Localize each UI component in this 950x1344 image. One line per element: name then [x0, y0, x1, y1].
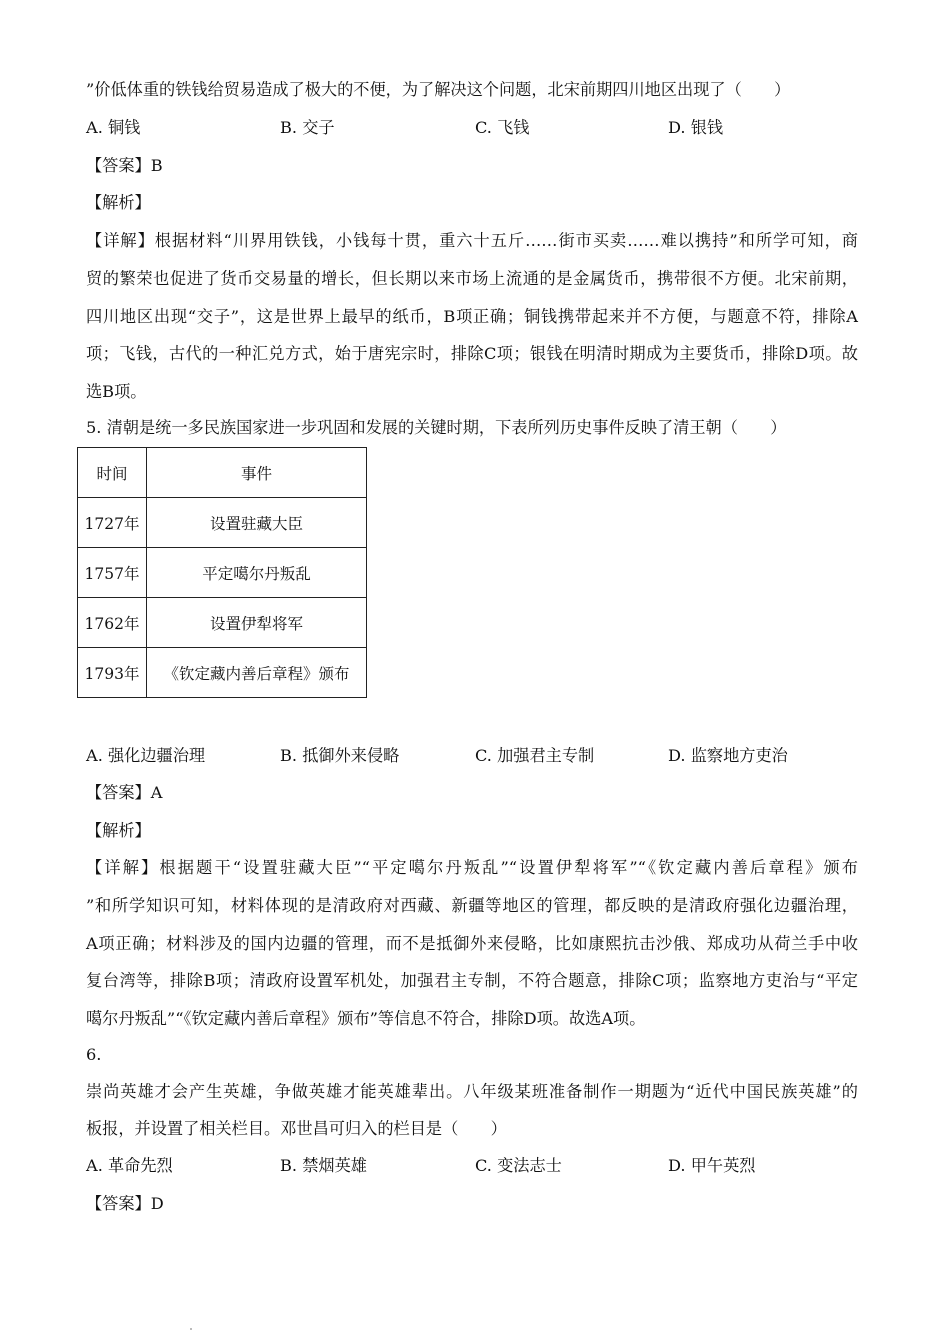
table-header-event: 事件 [147, 448, 367, 498]
table-row [78, 598, 367, 648]
q5-stem: 5. 清朝是统一多民族国家进一步巩固和发展的关键时期，下表所列历史事件反映了清王朝（ ） [86, 418, 787, 437]
table-cell-year: 1757年 [78, 548, 147, 598]
q4-stem-tail: ”价低体重的铁钱给贸易造成了极大的不便，为了解决这个问题，北宋前期四川地区出现了（ ） [86, 80, 791, 99]
q4-option-b: B. 交子 [280, 118, 335, 137]
q6-answer: 【答案】D [86, 1194, 164, 1213]
q5-detail-line: A项正确；材料涉及的国内边疆的管理，而不是抵御外来侵略，比如康熙抗击沙俄、郑成功从荷兰手中收 [86, 934, 858, 953]
table-cell-year: 1762年 [78, 598, 147, 648]
q5-detail-line: ”和所学知识可知，材料体现的是清政府对西藏、新疆等地区的管理，都反映的是清政府强化边疆治理， [86, 896, 858, 915]
q5-detail-line: 【详解】根据题干“设置驻藏大臣”“平定噶尔丹叛乱”“设置伊犁将军”“《钦定藏内善后章程》颁布 [86, 858, 858, 877]
q6-option-c: C. 变法志士 [475, 1156, 562, 1175]
q6-option-a: A. 革命先烈 [86, 1156, 173, 1175]
q6-stem-line: 崇尚英雄才会产生英雄，争做英雄才能英雄辈出。八年级某班准备制作一期题为“近代中国民族英雄”的 [86, 1082, 858, 1101]
q6-stem-line: 板报，并设置了相关栏目。邓世昌可归入的栏目是（ ） [86, 1119, 507, 1138]
q5-detail-line: 复台湾等，排除B项；清政府设置军机处，加强君主专制，不符合题意，排除C项；监察地方吏治与“平定 [86, 971, 858, 990]
q4-detail-line: 选B项。 [86, 382, 147, 401]
q5-detail-line: 噶尔丹叛乱”“《钦定藏内善后章程》颁布”等信息不符合，排除D项。故选A项。 [86, 1009, 646, 1028]
q4-analysis-label: 【解析】 [86, 193, 151, 212]
q6-option-b: B. 禁烟英雄 [280, 1156, 367, 1175]
q5-answer: 【答案】A [86, 783, 163, 802]
table-row [78, 648, 367, 698]
table-header-time: 时间 [78, 448, 147, 498]
table-cell-event: 设置驻藏大臣 [147, 498, 367, 548]
q4-detail-line: 贸的繁荣也促进了货币交易量的增长，但长期以来市场上流通的是金属货币，携带很不方便。北宋前期， [86, 269, 858, 288]
q4-option-d: D. 银钱 [668, 118, 724, 137]
table-cell-event: 平定噶尔丹叛乱 [147, 548, 367, 598]
q5-option-c: C. 加强君主专制 [475, 746, 595, 765]
table-header-row [78, 448, 367, 498]
table-cell-year: 1727年 [78, 498, 147, 548]
q4-option-c: C. 飞钱 [475, 118, 530, 137]
q6-option-d: D. 甲午英烈 [668, 1156, 756, 1175]
q4-detail-line: 项；飞钱，古代的一种汇兑方式，始于唐宪宗时，排除C项；银钱在明清时期成为主要货币，排除D项。故 [86, 344, 858, 363]
events-table [77, 447, 367, 698]
q5-option-b: B. 抵御外来侵略 [280, 746, 400, 765]
q5-option-a: A. 强化边疆治理 [86, 746, 206, 765]
table-row [78, 498, 367, 548]
q4-detail-line: 四川地区出现“交子”，这是世界上最早的纸币，B项正确；铜钱携带起来并不方便，与题意不符，排除A [86, 307, 858, 326]
q4-detail-line: 【详解】根据材料“川界用铁钱，小钱每十贯，重六十五斤……街市买卖……难以携持”和所学可知，商 [86, 231, 858, 250]
table-cell-event: 设置伊犁将军 [147, 598, 367, 648]
q5-analysis-label: 【解析】 [86, 821, 151, 840]
table-row [78, 548, 367, 598]
q4-answer: 【答案】B [86, 156, 163, 175]
q5-option-d: D. 监察地方吏治 [668, 746, 788, 765]
table-cell-event: 《钦定藏内善后章程》颁布 [147, 648, 367, 698]
page-speck [190, 1328, 192, 1330]
table-cell-year: 1793年 [78, 648, 147, 698]
q6-number: 6. [86, 1045, 102, 1064]
q4-option-a: A. 铜钱 [86, 118, 141, 137]
